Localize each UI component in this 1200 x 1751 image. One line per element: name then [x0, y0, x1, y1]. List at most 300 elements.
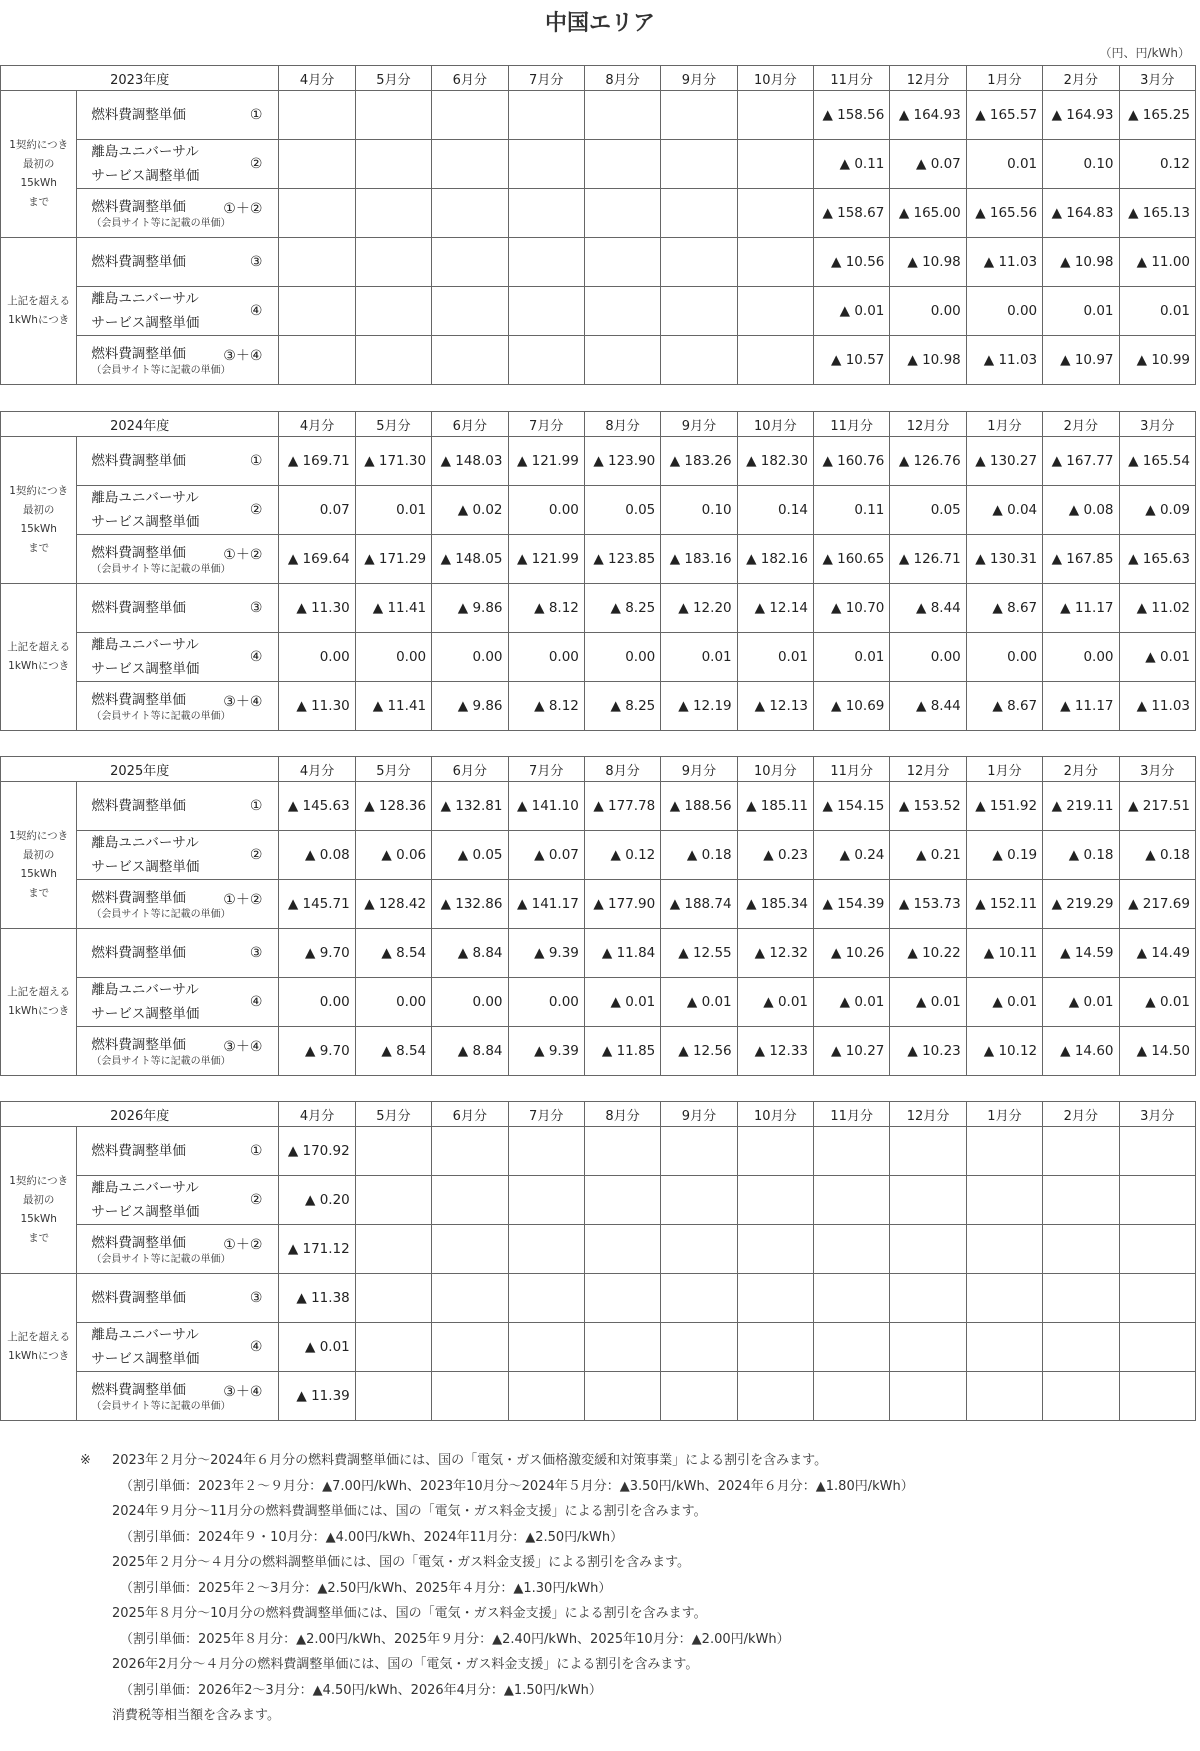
- row-label-text: 燃料費調整単価: [91, 692, 186, 708]
- rate-table-2023年度: [0, 65, 1196, 385]
- value-cell: [737, 1372, 813, 1421]
- value-cell: ▲ 158.67: [814, 189, 890, 238]
- value-cell: [814, 1323, 890, 1372]
- value-cell: [661, 1127, 737, 1176]
- value-cell: [279, 140, 355, 189]
- value-cell: [355, 189, 431, 238]
- value-cell: ▲ 11.03: [1119, 682, 1196, 731]
- row-label-text: サービス調整単価: [91, 661, 200, 677]
- value-cell: ▲ 10.98: [890, 336, 966, 385]
- value-cell: ▲ 132.86: [432, 880, 508, 929]
- value-cell: ▲ 217.69: [1119, 880, 1196, 929]
- value-cell: 0.00: [584, 633, 660, 682]
- value-cell: ▲ 9.39: [508, 929, 584, 978]
- footnotes: [80, 1448, 914, 1729]
- value-cell: [737, 1323, 813, 1372]
- value-cell: ▲ 12.33: [737, 1027, 813, 1076]
- row-marker: ①＋②: [223, 547, 263, 563]
- row-label-text: サービス調整単価: [91, 514, 200, 530]
- value-cell: ▲ 14.59: [1043, 929, 1119, 978]
- value-cell: ▲ 0.18: [661, 831, 737, 880]
- row-label: [77, 880, 279, 929]
- value-cell: [737, 91, 813, 140]
- fiscal-year-header: 2023年度: [1, 66, 279, 91]
- value-cell: ▲ 154.39: [814, 880, 890, 929]
- value-cell: ▲ 165.25: [1119, 91, 1196, 140]
- row-label: [77, 287, 279, 336]
- value-cell: [1119, 1225, 1196, 1274]
- row-label: [77, 189, 279, 238]
- value-cell: [508, 91, 584, 140]
- value-cell: ▲ 10.70: [814, 584, 890, 633]
- month-header: 10月分: [737, 412, 813, 437]
- value-cell: 0.00: [890, 287, 966, 336]
- row-label-note: （会員サイト等に記載の単価）: [91, 711, 231, 722]
- row-label: [77, 238, 279, 287]
- value-cell: ▲ 8.67: [966, 682, 1042, 731]
- note-line: 2024年９月分～11月分の燃料費調整単価には、国の「電気・ガス料金支援」による割引を含みます。: [112, 1504, 707, 1519]
- value-cell: [508, 1372, 584, 1421]
- value-cell: ▲ 177.90: [584, 880, 660, 929]
- value-cell: ▲ 10.99: [1119, 336, 1196, 385]
- row-marker: ③＋④: [223, 348, 263, 364]
- value-cell: ▲ 126.76: [890, 437, 966, 486]
- month-header: 7月分: [508, 412, 584, 437]
- value-cell: [661, 287, 737, 336]
- month-header: 12月分: [890, 757, 966, 782]
- row-marker: ②: [249, 847, 263, 863]
- value-cell: [508, 238, 584, 287]
- value-cell: ▲ 158.56: [814, 91, 890, 140]
- row-label-text: 離島ユニバーサル: [91, 835, 199, 851]
- row-marker: ④: [249, 303, 263, 319]
- value-cell: ▲ 10.23: [890, 1027, 966, 1076]
- value-cell: ▲ 0.24: [814, 831, 890, 880]
- month-header: 4月分: [279, 1102, 355, 1127]
- rate-table-2025年度: [0, 756, 1196, 1076]
- value-cell: [890, 1225, 966, 1274]
- value-cell: [661, 91, 737, 140]
- value-cell: 0.00: [432, 978, 508, 1027]
- row-label-note: （会員サイト等に記載の単価）: [91, 1254, 231, 1265]
- note-line: 2026年2月分～４月分の燃料費調整単価には、国の「電気・ガス料金支援」による割引を含みます。: [112, 1657, 699, 1672]
- row-label-text: 燃料費調整単価: [91, 254, 186, 270]
- value-cell: [737, 238, 813, 287]
- value-cell: ▲ 188.74: [661, 880, 737, 929]
- value-cell: ▲ 132.81: [432, 782, 508, 831]
- value-cell: ▲ 0.07: [890, 140, 966, 189]
- value-cell: [737, 1274, 813, 1323]
- value-cell: ▲ 10.27: [814, 1027, 890, 1076]
- value-cell: ▲ 9.70: [279, 1027, 355, 1076]
- row-label-text: 燃料費調整単価: [91, 453, 186, 469]
- value-cell: ▲ 0.01: [661, 978, 737, 1027]
- fiscal-year-header: 2025年度: [1, 757, 279, 782]
- value-cell: ▲ 154.15: [814, 782, 890, 831]
- value-cell: ▲ 12.13: [737, 682, 813, 731]
- value-cell: ▲ 183.26: [661, 437, 737, 486]
- value-cell: [508, 140, 584, 189]
- value-cell: [432, 238, 508, 287]
- row-label: [77, 1225, 279, 1274]
- value-cell: ▲ 171.12: [279, 1225, 355, 1274]
- value-cell: ▲ 14.50: [1119, 1027, 1196, 1076]
- value-cell: ▲ 0.01: [1119, 633, 1196, 682]
- value-cell: [279, 287, 355, 336]
- month-header: 2月分: [1043, 1102, 1119, 1127]
- value-cell: ▲ 11.03: [966, 336, 1042, 385]
- fiscal-year-header: 2024年度: [1, 412, 279, 437]
- value-cell: ▲ 8.84: [432, 1027, 508, 1076]
- group-first-15kwh: 1契約につき 最初の 15kWh まで: [1, 437, 77, 584]
- value-cell: [966, 1225, 1042, 1274]
- value-cell: ▲ 123.85: [584, 535, 660, 584]
- value-cell: ▲ 0.18: [1043, 831, 1119, 880]
- value-cell: 0.00: [966, 287, 1042, 336]
- row-label-text: 離島ユニバーサル: [91, 982, 199, 998]
- value-cell: [1043, 1127, 1119, 1176]
- value-cell: ▲ 121.99: [508, 535, 584, 584]
- month-header: 10月分: [737, 66, 813, 91]
- row-marker: ②: [249, 1192, 263, 1208]
- value-cell: ▲ 0.20: [279, 1176, 355, 1225]
- value-cell: [279, 336, 355, 385]
- group-over-kwh: 上記を超える 1kWhにつき: [1, 238, 77, 385]
- value-cell: ▲ 165.54: [1119, 437, 1196, 486]
- value-cell: ▲ 11.84: [584, 929, 660, 978]
- value-cell: [737, 140, 813, 189]
- note-line: 2023年２月分～2024年６月分の燃料費調整単価には、国の「電気・ガス価格激変緩和対策事業」による割引を含みます。: [112, 1453, 828, 1468]
- value-cell: [432, 287, 508, 336]
- value-cell: [584, 1127, 660, 1176]
- value-cell: [661, 1372, 737, 1421]
- value-cell: ▲ 219.29: [1043, 880, 1119, 929]
- value-cell: [1119, 1176, 1196, 1225]
- row-label: [77, 782, 279, 831]
- note-line: （割引単価：2025年８月分：▲2.00円/kWh、2025年９月分：▲2.40円/kWh、2025年10月分：▲2.00円/kWh）: [120, 1631, 790, 1647]
- value-cell: [966, 1127, 1042, 1176]
- value-cell: ▲ 0.08: [279, 831, 355, 880]
- row-marker: ①＋②: [223, 201, 263, 217]
- value-cell: [1043, 1225, 1119, 1274]
- value-cell: ▲ 8.67: [966, 584, 1042, 633]
- value-cell: ▲ 141.17: [508, 880, 584, 929]
- month-header: 6月分: [432, 1102, 508, 1127]
- value-cell: [966, 1323, 1042, 1372]
- row-label: [77, 1127, 279, 1176]
- value-cell: [1043, 1372, 1119, 1421]
- value-cell: [1043, 1323, 1119, 1372]
- value-cell: ▲ 0.12: [584, 831, 660, 880]
- value-cell: ▲ 167.85: [1043, 535, 1119, 584]
- row-label-text: 離島ユニバーサル: [91, 1180, 199, 1196]
- value-cell: ▲ 11.03: [966, 238, 1042, 287]
- group-over-kwh: 上記を超える 1kWhにつき: [1, 929, 77, 1076]
- value-cell: ▲ 11.85: [584, 1027, 660, 1076]
- row-marker: ①: [249, 798, 263, 814]
- value-cell: ▲ 182.16: [737, 535, 813, 584]
- value-cell: ▲ 151.92: [966, 782, 1042, 831]
- month-header: 12月分: [890, 66, 966, 91]
- value-cell: 0.00: [1043, 633, 1119, 682]
- row-label-note: （会員サイト等に記載の単価）: [91, 218, 231, 229]
- value-cell: [814, 1372, 890, 1421]
- row-label: [77, 486, 279, 535]
- value-cell: ▲ 170.92: [279, 1127, 355, 1176]
- value-cell: [661, 189, 737, 238]
- value-cell: [279, 189, 355, 238]
- row-label-note: （会員サイト等に記載の単価）: [91, 1056, 231, 1067]
- month-header: 9月分: [661, 757, 737, 782]
- value-cell: ▲ 8.54: [355, 929, 431, 978]
- value-cell: ▲ 160.65: [814, 535, 890, 584]
- value-cell: ▲ 165.13: [1119, 189, 1196, 238]
- value-cell: [1043, 1176, 1119, 1225]
- row-label: [77, 978, 279, 1027]
- month-header: 3月分: [1119, 66, 1196, 91]
- value-cell: [355, 91, 431, 140]
- row-marker: ③＋④: [223, 1039, 263, 1055]
- month-header: 5月分: [355, 66, 431, 91]
- value-cell: ▲ 171.29: [355, 535, 431, 584]
- value-cell: [1119, 1372, 1196, 1421]
- row-label: [77, 1274, 279, 1323]
- value-cell: [737, 1176, 813, 1225]
- value-cell: [737, 1225, 813, 1274]
- row-label: [77, 437, 279, 486]
- row-marker: ①: [249, 1143, 263, 1159]
- month-header: 3月分: [1119, 757, 1196, 782]
- row-label: [77, 336, 279, 385]
- value-cell: ▲ 0.07: [508, 831, 584, 880]
- value-cell: [584, 1323, 660, 1372]
- value-cell: [432, 189, 508, 238]
- value-cell: ▲ 12.19: [661, 682, 737, 731]
- value-cell: ▲ 0.01: [279, 1323, 355, 1372]
- value-cell: [1043, 1274, 1119, 1323]
- month-header: 7月分: [508, 66, 584, 91]
- value-cell: ▲ 0.05: [432, 831, 508, 880]
- month-header: 6月分: [432, 757, 508, 782]
- value-cell: [890, 1372, 966, 1421]
- row-label: [77, 1027, 279, 1076]
- value-cell: ▲ 165.57: [966, 91, 1042, 140]
- row-label-text: 燃料費調整単価: [91, 798, 186, 814]
- value-cell: [432, 1127, 508, 1176]
- row-label: [77, 1372, 279, 1421]
- row-marker: ②: [249, 502, 263, 518]
- month-header: 4月分: [279, 757, 355, 782]
- value-cell: 0.00: [432, 633, 508, 682]
- value-cell: ▲ 11.00: [1119, 238, 1196, 287]
- month-header: 11月分: [814, 757, 890, 782]
- value-cell: ▲ 152.11: [966, 880, 1042, 929]
- month-header: 5月分: [355, 1102, 431, 1127]
- value-cell: 0.01: [737, 633, 813, 682]
- value-cell: [737, 1127, 813, 1176]
- value-cell: ▲ 126.71: [890, 535, 966, 584]
- value-cell: [355, 287, 431, 336]
- value-cell: [814, 1225, 890, 1274]
- value-cell: [737, 287, 813, 336]
- month-header: 1月分: [966, 757, 1042, 782]
- value-cell: ▲ 10.12: [966, 1027, 1042, 1076]
- value-cell: ▲ 0.01: [814, 287, 890, 336]
- value-cell: [890, 1176, 966, 1225]
- value-cell: ▲ 8.12: [508, 584, 584, 633]
- row-label: [77, 584, 279, 633]
- value-cell: 0.12: [1119, 140, 1196, 189]
- value-cell: 0.00: [508, 486, 584, 535]
- value-cell: [1119, 1323, 1196, 1372]
- value-cell: ▲ 145.63: [279, 782, 355, 831]
- fiscal-year-header: 2026年度: [1, 1102, 279, 1127]
- row-label-text: サービス調整単価: [91, 315, 200, 331]
- month-header: 2月分: [1043, 757, 1119, 782]
- value-cell: ▲ 183.16: [661, 535, 737, 584]
- value-cell: ▲ 10.11: [966, 929, 1042, 978]
- value-cell: [661, 238, 737, 287]
- month-header: 10月分: [737, 1102, 813, 1127]
- value-cell: ▲ 11.39: [279, 1372, 355, 1421]
- value-cell: ▲ 148.03: [432, 437, 508, 486]
- value-cell: [355, 1225, 431, 1274]
- value-cell: [661, 1323, 737, 1372]
- value-cell: [508, 189, 584, 238]
- row-label-text: 燃料費調整単価: [91, 199, 186, 215]
- group-first-15kwh: 1契約につき 最初の 15kWh まで: [1, 1127, 77, 1274]
- value-cell: ▲ 219.11: [1043, 782, 1119, 831]
- month-header: 9月分: [661, 412, 737, 437]
- month-header: 8月分: [584, 66, 660, 91]
- row-label-text: 離島ユニバーサル: [91, 144, 199, 160]
- month-header: 9月分: [661, 1102, 737, 1127]
- row-label-text: 燃料費調整単価: [91, 1290, 186, 1306]
- value-cell: ▲ 10.57: [814, 336, 890, 385]
- value-cell: [890, 1274, 966, 1323]
- month-header: 1月分: [966, 412, 1042, 437]
- row-label: [77, 535, 279, 584]
- value-cell: [508, 1323, 584, 1372]
- month-header: 11月分: [814, 412, 890, 437]
- value-cell: ▲ 11.02: [1119, 584, 1196, 633]
- value-cell: [432, 91, 508, 140]
- value-cell: [355, 1274, 431, 1323]
- value-cell: 0.00: [508, 978, 584, 1027]
- month-header: 8月分: [584, 1102, 660, 1127]
- value-cell: 0.01: [814, 633, 890, 682]
- value-cell: 0.01: [355, 486, 431, 535]
- note-line: 2025年８月分～10月分の燃料費調整単価には、国の「電気・ガス料金支援」による割引を含みます。: [112, 1606, 707, 1621]
- row-label: [77, 1323, 279, 1372]
- value-cell: ▲ 177.78: [584, 782, 660, 831]
- value-cell: ▲ 9.86: [432, 584, 508, 633]
- value-cell: [584, 189, 660, 238]
- month-header: 12月分: [890, 1102, 966, 1127]
- value-cell: ▲ 8.25: [584, 584, 660, 633]
- row-label-note: （会員サイト等に記載の単価）: [91, 365, 231, 376]
- value-cell: [584, 91, 660, 140]
- value-cell: [432, 1225, 508, 1274]
- value-cell: [814, 1127, 890, 1176]
- value-cell: ▲ 0.08: [1043, 486, 1119, 535]
- value-cell: [355, 336, 431, 385]
- value-cell: ▲ 14.60: [1043, 1027, 1119, 1076]
- value-cell: ▲ 11.30: [279, 682, 355, 731]
- value-cell: [355, 238, 431, 287]
- value-cell: ▲ 0.01: [584, 978, 660, 1027]
- group-first-15kwh: 1契約につき 最初の 15kWh まで: [1, 91, 77, 238]
- value-cell: ▲ 8.44: [890, 682, 966, 731]
- value-cell: [432, 336, 508, 385]
- note-line: 消費税等相当額を含みます。: [112, 1708, 280, 1723]
- value-cell: ▲ 10.69: [814, 682, 890, 731]
- value-cell: ▲ 8.25: [584, 682, 660, 731]
- value-cell: ▲ 128.36: [355, 782, 431, 831]
- month-header: 6月分: [432, 412, 508, 437]
- value-cell: ▲ 169.71: [279, 437, 355, 486]
- value-cell: ▲ 160.76: [814, 437, 890, 486]
- row-marker: ④: [249, 1339, 263, 1355]
- row-label-text: サービス調整単価: [91, 859, 200, 875]
- value-cell: 0.14: [737, 486, 813, 535]
- row-label-text: 燃料費調整単価: [91, 1143, 186, 1159]
- value-cell: 0.00: [966, 633, 1042, 682]
- value-cell: [661, 1176, 737, 1225]
- value-cell: [584, 1176, 660, 1225]
- value-cell: ▲ 164.83: [1043, 189, 1119, 238]
- value-cell: [508, 1176, 584, 1225]
- page-title: 中国エリア: [544, 11, 655, 36]
- row-label-text: 燃料費調整単価: [91, 107, 186, 123]
- value-cell: ▲ 153.52: [890, 782, 966, 831]
- row-label: [77, 140, 279, 189]
- row-marker: ③: [249, 1290, 263, 1306]
- rate-table-2024年度: [0, 411, 1196, 731]
- value-cell: ▲ 0.19: [966, 831, 1042, 880]
- row-label-text: 離島ユニバーサル: [91, 490, 199, 506]
- value-cell: [584, 238, 660, 287]
- value-cell: ▲ 0.18: [1119, 831, 1196, 880]
- value-cell: ▲ 165.56: [966, 189, 1042, 238]
- value-cell: 0.01: [1043, 287, 1119, 336]
- value-cell: [584, 140, 660, 189]
- value-cell: [584, 336, 660, 385]
- value-cell: ▲ 10.56: [814, 238, 890, 287]
- value-cell: ▲ 123.90: [584, 437, 660, 486]
- month-header: 8月分: [584, 412, 660, 437]
- value-cell: ▲ 0.11: [814, 140, 890, 189]
- note-line: 2025年２月分～４月分の燃料調整単価には、国の「電気・ガス料金支援」による割引を含みます。: [112, 1555, 691, 1570]
- value-cell: [355, 1372, 431, 1421]
- value-cell: [355, 140, 431, 189]
- value-cell: [355, 1323, 431, 1372]
- row-label: [77, 1176, 279, 1225]
- rate-table-2026年度: [0, 1101, 1196, 1421]
- value-cell: [661, 1225, 737, 1274]
- month-header: 3月分: [1119, 1102, 1196, 1127]
- value-cell: ▲ 171.30: [355, 437, 431, 486]
- month-header: 12月分: [890, 412, 966, 437]
- row-label: [77, 682, 279, 731]
- row-label-text: 離島ユニバーサル: [91, 637, 199, 653]
- value-cell: 0.00: [279, 978, 355, 1027]
- month-header: 8月分: [584, 757, 660, 782]
- value-cell: ▲ 10.22: [890, 929, 966, 978]
- value-cell: [508, 1274, 584, 1323]
- value-cell: ▲ 182.30: [737, 437, 813, 486]
- row-marker: ③＋④: [223, 1384, 263, 1400]
